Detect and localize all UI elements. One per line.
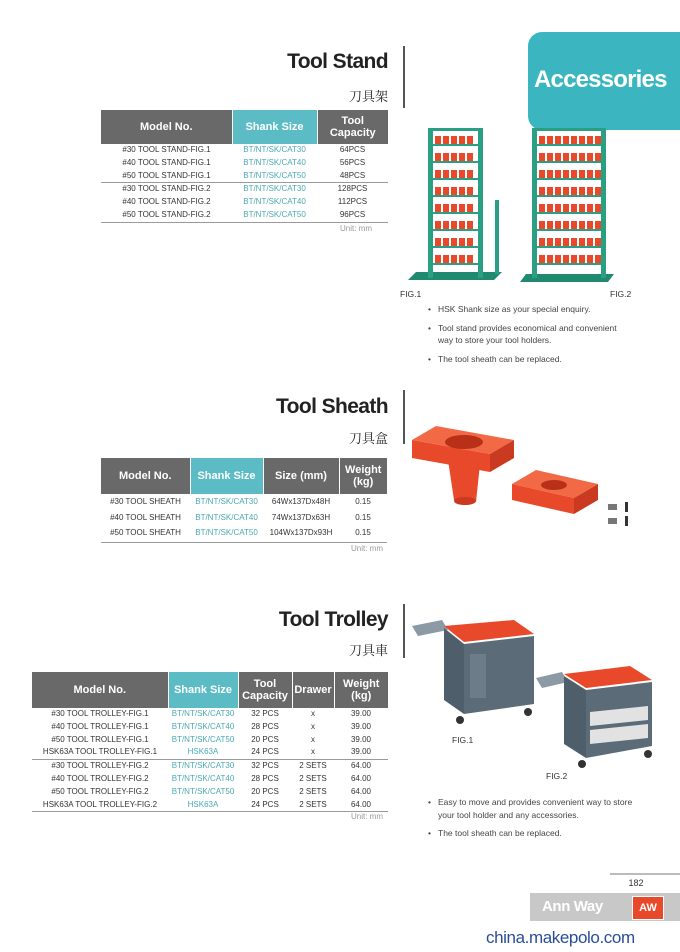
stand-shelf [537, 178, 601, 180]
cell-model: HSK63A TOOL TROLLEY-FIG.2 [32, 799, 168, 812]
sheath-title: Tool Sheath [275, 395, 388, 418]
tool-slot [467, 187, 473, 195]
cell-model: #50 TOOL TROLLEY-FIG.2 [51, 786, 149, 796]
cell-weight: 39.00 [350, 709, 372, 718]
tool-slot [435, 136, 441, 144]
stand-features [427, 303, 627, 371]
tool-slot [459, 187, 465, 195]
tool-slot [595, 170, 601, 178]
cell-model: #50 TOOL TROLLEY-FIG.1 [51, 734, 149, 744]
tool-slot [459, 255, 465, 263]
tool-slot [467, 204, 473, 212]
stand-shelf [537, 246, 601, 248]
cell-shank: BT/NT/SK/CAT50 [232, 209, 317, 222]
tool-slot [539, 204, 545, 212]
tool-slot [579, 136, 585, 144]
list-item: • The tool sheath can be replaced. [427, 827, 637, 840]
cell-capacity: 20 PCS [251, 786, 279, 796]
page-number-rule [610, 873, 680, 875]
list-item: • Easy to move and provides convenient way to store your tool holder and any accessories. [427, 796, 637, 821]
col-shank: Shank Size [168, 672, 238, 708]
cell-weight: 39.00 [350, 734, 372, 744]
cell-weight: 0.15 [355, 512, 371, 522]
tool-trolley-illustration [408, 616, 676, 778]
cell-size: 104Wx137Dx93H [263, 526, 339, 542]
tool-slot [435, 238, 441, 246]
table-row [101, 144, 388, 157]
cell-drawer: 2 SETS [299, 786, 327, 796]
tool-slot [587, 170, 593, 178]
tool-slot [443, 255, 449, 263]
tool-slot [563, 204, 569, 212]
stand-shelf [433, 161, 478, 163]
sheath-large [412, 426, 514, 505]
table-row [101, 157, 388, 170]
tool-slot [547, 136, 553, 144]
cell-size: 74Wx137Dx63H [271, 512, 331, 522]
tool-slot [579, 204, 585, 212]
trolley-subtitle: 刀具車 [348, 644, 388, 659]
cell-drawer: x [311, 747, 315, 757]
col-shank: Shank Size [232, 110, 317, 144]
table-row [101, 526, 387, 542]
cell-shank: BT/NT/SK/CAT40 [243, 197, 306, 207]
tool-slot [467, 153, 473, 161]
cell-weight: 0.15 [339, 526, 387, 542]
list-item: • The tool sheath can be replaced. [427, 353, 627, 366]
col-shank: Shank Size [190, 458, 263, 494]
stand-fig1-label: FIG.1 [400, 289, 422, 299]
tool-slot [467, 238, 473, 246]
tool-slot [451, 187, 457, 195]
tool-slot [595, 187, 601, 195]
cell-drawer: 2 SETS [292, 760, 334, 773]
cell-model: #30 TOOL STAND-FIG.2 [101, 183, 232, 196]
tool-slot [547, 170, 553, 178]
table-row [101, 209, 388, 222]
tool-slot [595, 238, 601, 246]
tool-slot [539, 170, 545, 178]
stand-shelf [537, 229, 601, 231]
tool-slot [571, 255, 577, 263]
cell-model: #30 TOOL TROLLEY-FIG.1 [51, 709, 149, 718]
tool-slot [539, 255, 545, 263]
cell-capacity: 32 PCS [238, 760, 292, 773]
trolley-title-rule [403, 604, 405, 658]
stand-shelf [433, 178, 478, 180]
stand-shelf [537, 161, 601, 163]
tool-slot [467, 136, 473, 144]
list-item: • HSK Shank size as your special enquiry. [427, 303, 627, 316]
tool-slot [539, 238, 545, 246]
sheath-unit: Unit: mm [351, 544, 383, 553]
tool-slot [555, 170, 561, 178]
cell-weight: 64.00 [334, 760, 388, 773]
tool-slot [539, 221, 545, 229]
trolley-fig1 [412, 620, 534, 724]
tool-slot [547, 255, 553, 263]
cell-capacity: 28 PCS [251, 721, 279, 731]
table-row [32, 760, 388, 773]
tool-slot [443, 170, 449, 178]
cell-capacity: 28 PCS [251, 773, 279, 783]
stand-shelf [433, 246, 478, 248]
sheath-title-rule [403, 390, 405, 444]
table-row [32, 734, 388, 747]
tool-slot [451, 153, 457, 161]
cell-capacity: 48PCS [339, 170, 366, 180]
cell-capacity: 112PCS [337, 197, 368, 207]
tool-sheath-illustration [406, 420, 638, 532]
cell-weight: 64.00 [350, 786, 372, 796]
stand-shelf [537, 263, 601, 265]
cell-capacity: 32 PCS [251, 709, 279, 718]
cell-weight: 0.15 [355, 496, 371, 506]
tool-slot [451, 170, 457, 178]
cell-shank: BT/NT/SK/CAT40 [195, 512, 258, 522]
cell-weight: 39.00 [350, 721, 372, 731]
tool-slot [555, 255, 561, 263]
tool-slot [555, 204, 561, 212]
cell-drawer: 2 SETS [299, 773, 327, 783]
tool-slot [547, 187, 553, 195]
cell-model: #50 TOOL STAND-FIG.2 [101, 209, 232, 222]
cell-model: #30 TOOL TROLLEY-FIG.2 [32, 760, 168, 773]
col-weight: Weight (kg) [334, 672, 388, 708]
cell-model: #40 TOOL STAND-FIG.2 [122, 197, 211, 207]
tool-slot [443, 238, 449, 246]
cell-model: #40 TOOL TROLLEY-FIG.2 [51, 773, 149, 783]
tool-slot [587, 153, 593, 161]
cell-shank: HSK63A [187, 747, 219, 757]
tool-slot [587, 187, 593, 195]
tool-slot [451, 204, 457, 212]
sheath-table-header [101, 458, 387, 494]
tool-slot [555, 238, 561, 246]
trolley-fig2-label: FIG.2 [546, 771, 568, 781]
tool-slot [467, 221, 473, 229]
col-size: Size (mm) [263, 458, 339, 494]
table-row [101, 170, 388, 183]
tool-slot [579, 187, 585, 195]
tool-slot [563, 170, 569, 178]
cell-weight: 64.00 [350, 773, 372, 783]
stand-title-rule [403, 46, 405, 108]
watermark: china.makepolo.com [486, 928, 635, 947]
cell-capacity: 20 PCS [251, 734, 279, 744]
tool-slot [555, 221, 561, 229]
tool-slot [563, 221, 569, 229]
cell-weight: 39.00 [350, 747, 372, 757]
tool-slot [547, 204, 553, 212]
tool-slot [539, 187, 545, 195]
tool-slot [579, 221, 585, 229]
tool-slot [571, 136, 577, 144]
tool-slot [539, 136, 545, 144]
trolley-table [32, 672, 388, 812]
cell-shank: BT/NT/SK/CAT40 [171, 773, 235, 783]
trolley-unit: Unit: mm [351, 812, 383, 821]
table-row [101, 510, 387, 526]
tool-slot [443, 221, 449, 229]
tool-slot [555, 153, 561, 161]
cell-model: #40 TOOL STAND-FIG.1 [122, 157, 211, 167]
brand-logo [632, 896, 664, 920]
cell-shank: BT/NT/SK/CAT50 [171, 786, 235, 796]
trolley-fig2 [536, 666, 652, 768]
stand-shelf [537, 144, 601, 146]
col-model: Model No. [32, 672, 168, 708]
tool-slot [459, 221, 465, 229]
trolley-fig1-label: FIG.1 [452, 735, 474, 745]
tool-slot [539, 153, 545, 161]
table-row [32, 799, 388, 812]
tool-slot [571, 153, 577, 161]
tool-slot [579, 255, 585, 263]
cell-drawer: x [311, 721, 315, 731]
table-row [101, 183, 388, 196]
stand-title: Tool Stand [287, 50, 388, 73]
tool-slot [459, 136, 465, 144]
cell-size: 64Wx137Dx48H [271, 496, 331, 506]
cell-model: HSK63A TOOL TROLLEY-FIG.1 [42, 747, 158, 757]
table-row [32, 746, 388, 759]
col-capacity: Tool Capacity [238, 672, 292, 708]
cell-shank: BT/NT/SK/CAT30 [243, 145, 306, 154]
cell-weight: 64.00 [334, 799, 388, 812]
stand-subtitle: 刀具架 [348, 90, 388, 105]
cell-capacity: 56PCS [339, 157, 366, 167]
col-weight: Weight (kg) [339, 458, 387, 494]
tool-slot [571, 204, 577, 212]
table-row [101, 494, 387, 510]
trolley-table-header [32, 672, 388, 708]
tool-slot [555, 187, 561, 195]
tool-slot [435, 153, 441, 161]
cell-shank: BT/NT/SK/CAT40 [243, 157, 306, 167]
cell-capacity: 96PCS [317, 209, 388, 222]
tool-slot [443, 187, 449, 195]
cell-capacity: 64PCS [339, 145, 366, 154]
sheath-table [101, 458, 387, 543]
tool-slot [563, 255, 569, 263]
trolley-features [427, 796, 637, 846]
tool-slot [571, 238, 577, 246]
tool-slot [443, 153, 449, 161]
tool-slot [547, 238, 553, 246]
tool-slot [587, 136, 593, 144]
stand-shelf [433, 212, 478, 214]
tool-slot [435, 255, 441, 263]
stand-shelf [433, 263, 478, 265]
stand-shelf [433, 195, 478, 197]
col-model: Model No. [101, 458, 190, 494]
tool-slot [467, 170, 473, 178]
tool-slot [595, 204, 601, 212]
tool-slot [587, 238, 593, 246]
tool-slot [595, 255, 601, 263]
table-row [32, 708, 388, 721]
tool-slot [555, 136, 561, 144]
tool-slot [595, 153, 601, 161]
stand-shelf [537, 195, 601, 197]
stand-unit: Unit: mm [340, 224, 372, 233]
cell-drawer: 2 SETS [292, 799, 334, 812]
tool-slot [451, 221, 457, 229]
tool-slot [563, 153, 569, 161]
page-number: 182 [628, 878, 644, 888]
tool-slot [563, 187, 569, 195]
col-capacity: Tool Capacity [317, 110, 388, 144]
tool-slot [579, 238, 585, 246]
tool-slot [459, 153, 465, 161]
cell-capacity: 128PCS [317, 183, 388, 196]
tool-slot [571, 170, 577, 178]
sheath-subtitle: 刀具盒 [348, 432, 388, 447]
tool-slot [579, 153, 585, 161]
stand-table [101, 110, 388, 223]
cell-shank: BT/NT/SK/CAT30 [168, 760, 238, 773]
cell-model: #30 TOOL SHEATH [110, 496, 181, 506]
table-row [32, 786, 388, 799]
tool-slot [595, 221, 601, 229]
cell-shank: BT/NT/SK/CAT50 [243, 170, 306, 180]
tool-slot [459, 238, 465, 246]
cell-model: #40 TOOL SHEATH [110, 512, 181, 522]
tool-slot [451, 255, 457, 263]
tool-slot [443, 136, 449, 144]
col-model: Model No. [101, 110, 232, 144]
screw-parts [608, 502, 628, 526]
cell-shank: HSK63A [168, 799, 238, 812]
tool-slot [579, 170, 585, 178]
cell-shank: BT/NT/SK/CAT50 [190, 526, 263, 542]
stand-shelf [433, 144, 478, 146]
tool-slot [435, 187, 441, 195]
tool-stand-illustration [398, 122, 626, 290]
col-drawer: Drawer [292, 672, 334, 708]
cell-shank: BT/NT/SK/CAT40 [171, 721, 235, 731]
stand-shelf [433, 229, 478, 231]
sheath-small [512, 470, 598, 514]
cell-drawer: x [311, 734, 315, 744]
tool-slot [563, 238, 569, 246]
tool-slot [595, 136, 601, 144]
tool-slot [547, 153, 553, 161]
table-row [32, 721, 388, 734]
accessories-label: Accessories [534, 66, 667, 93]
tool-slot [571, 187, 577, 195]
stand-shelf [537, 212, 601, 214]
cell-capacity: 24 PCS [251, 747, 279, 757]
stand-table-header [101, 110, 388, 144]
cell-shank: BT/NT/SK/CAT30 [232, 183, 317, 196]
brand-logo-text: AW [639, 902, 657, 914]
tool-slot [459, 204, 465, 212]
tool-slot [435, 221, 441, 229]
cell-drawer: x [311, 709, 315, 718]
cell-model: #50 TOOL SHEATH [101, 526, 190, 542]
tool-slot [443, 204, 449, 212]
trolley-title: Tool Trolley [278, 608, 388, 631]
tool-slot [435, 170, 441, 178]
tool-slot [435, 204, 441, 212]
table-row [101, 196, 388, 209]
cell-model: #30 TOOL STAND-FIG.1 [122, 145, 211, 154]
table-row [32, 773, 388, 786]
stand-fig2-label: FIG.2 [610, 289, 632, 299]
cell-shank: BT/NT/SK/CAT30 [195, 496, 258, 506]
cell-model: #40 TOOL TROLLEY-FIG.1 [51, 721, 149, 731]
tool-slot [547, 221, 553, 229]
list-item: • Tool stand provides economical and convenient way to store your tool holders. [427, 322, 627, 347]
tool-slot [571, 221, 577, 229]
tool-slot [587, 255, 593, 263]
tool-slot [563, 136, 569, 144]
cell-shank: BT/NT/SK/CAT30 [171, 709, 235, 718]
cell-capacity: 24 PCS [238, 799, 292, 812]
tool-slot [451, 136, 457, 144]
cell-shank: BT/NT/SK/CAT50 [171, 734, 235, 744]
brand-name: Ann Way [542, 898, 603, 915]
tool-slot [467, 255, 473, 263]
cell-model: #50 TOOL STAND-FIG.1 [122, 170, 211, 180]
tool-slot [459, 170, 465, 178]
tool-slot [587, 204, 593, 212]
tool-slot [451, 238, 457, 246]
tool-slot [587, 221, 593, 229]
